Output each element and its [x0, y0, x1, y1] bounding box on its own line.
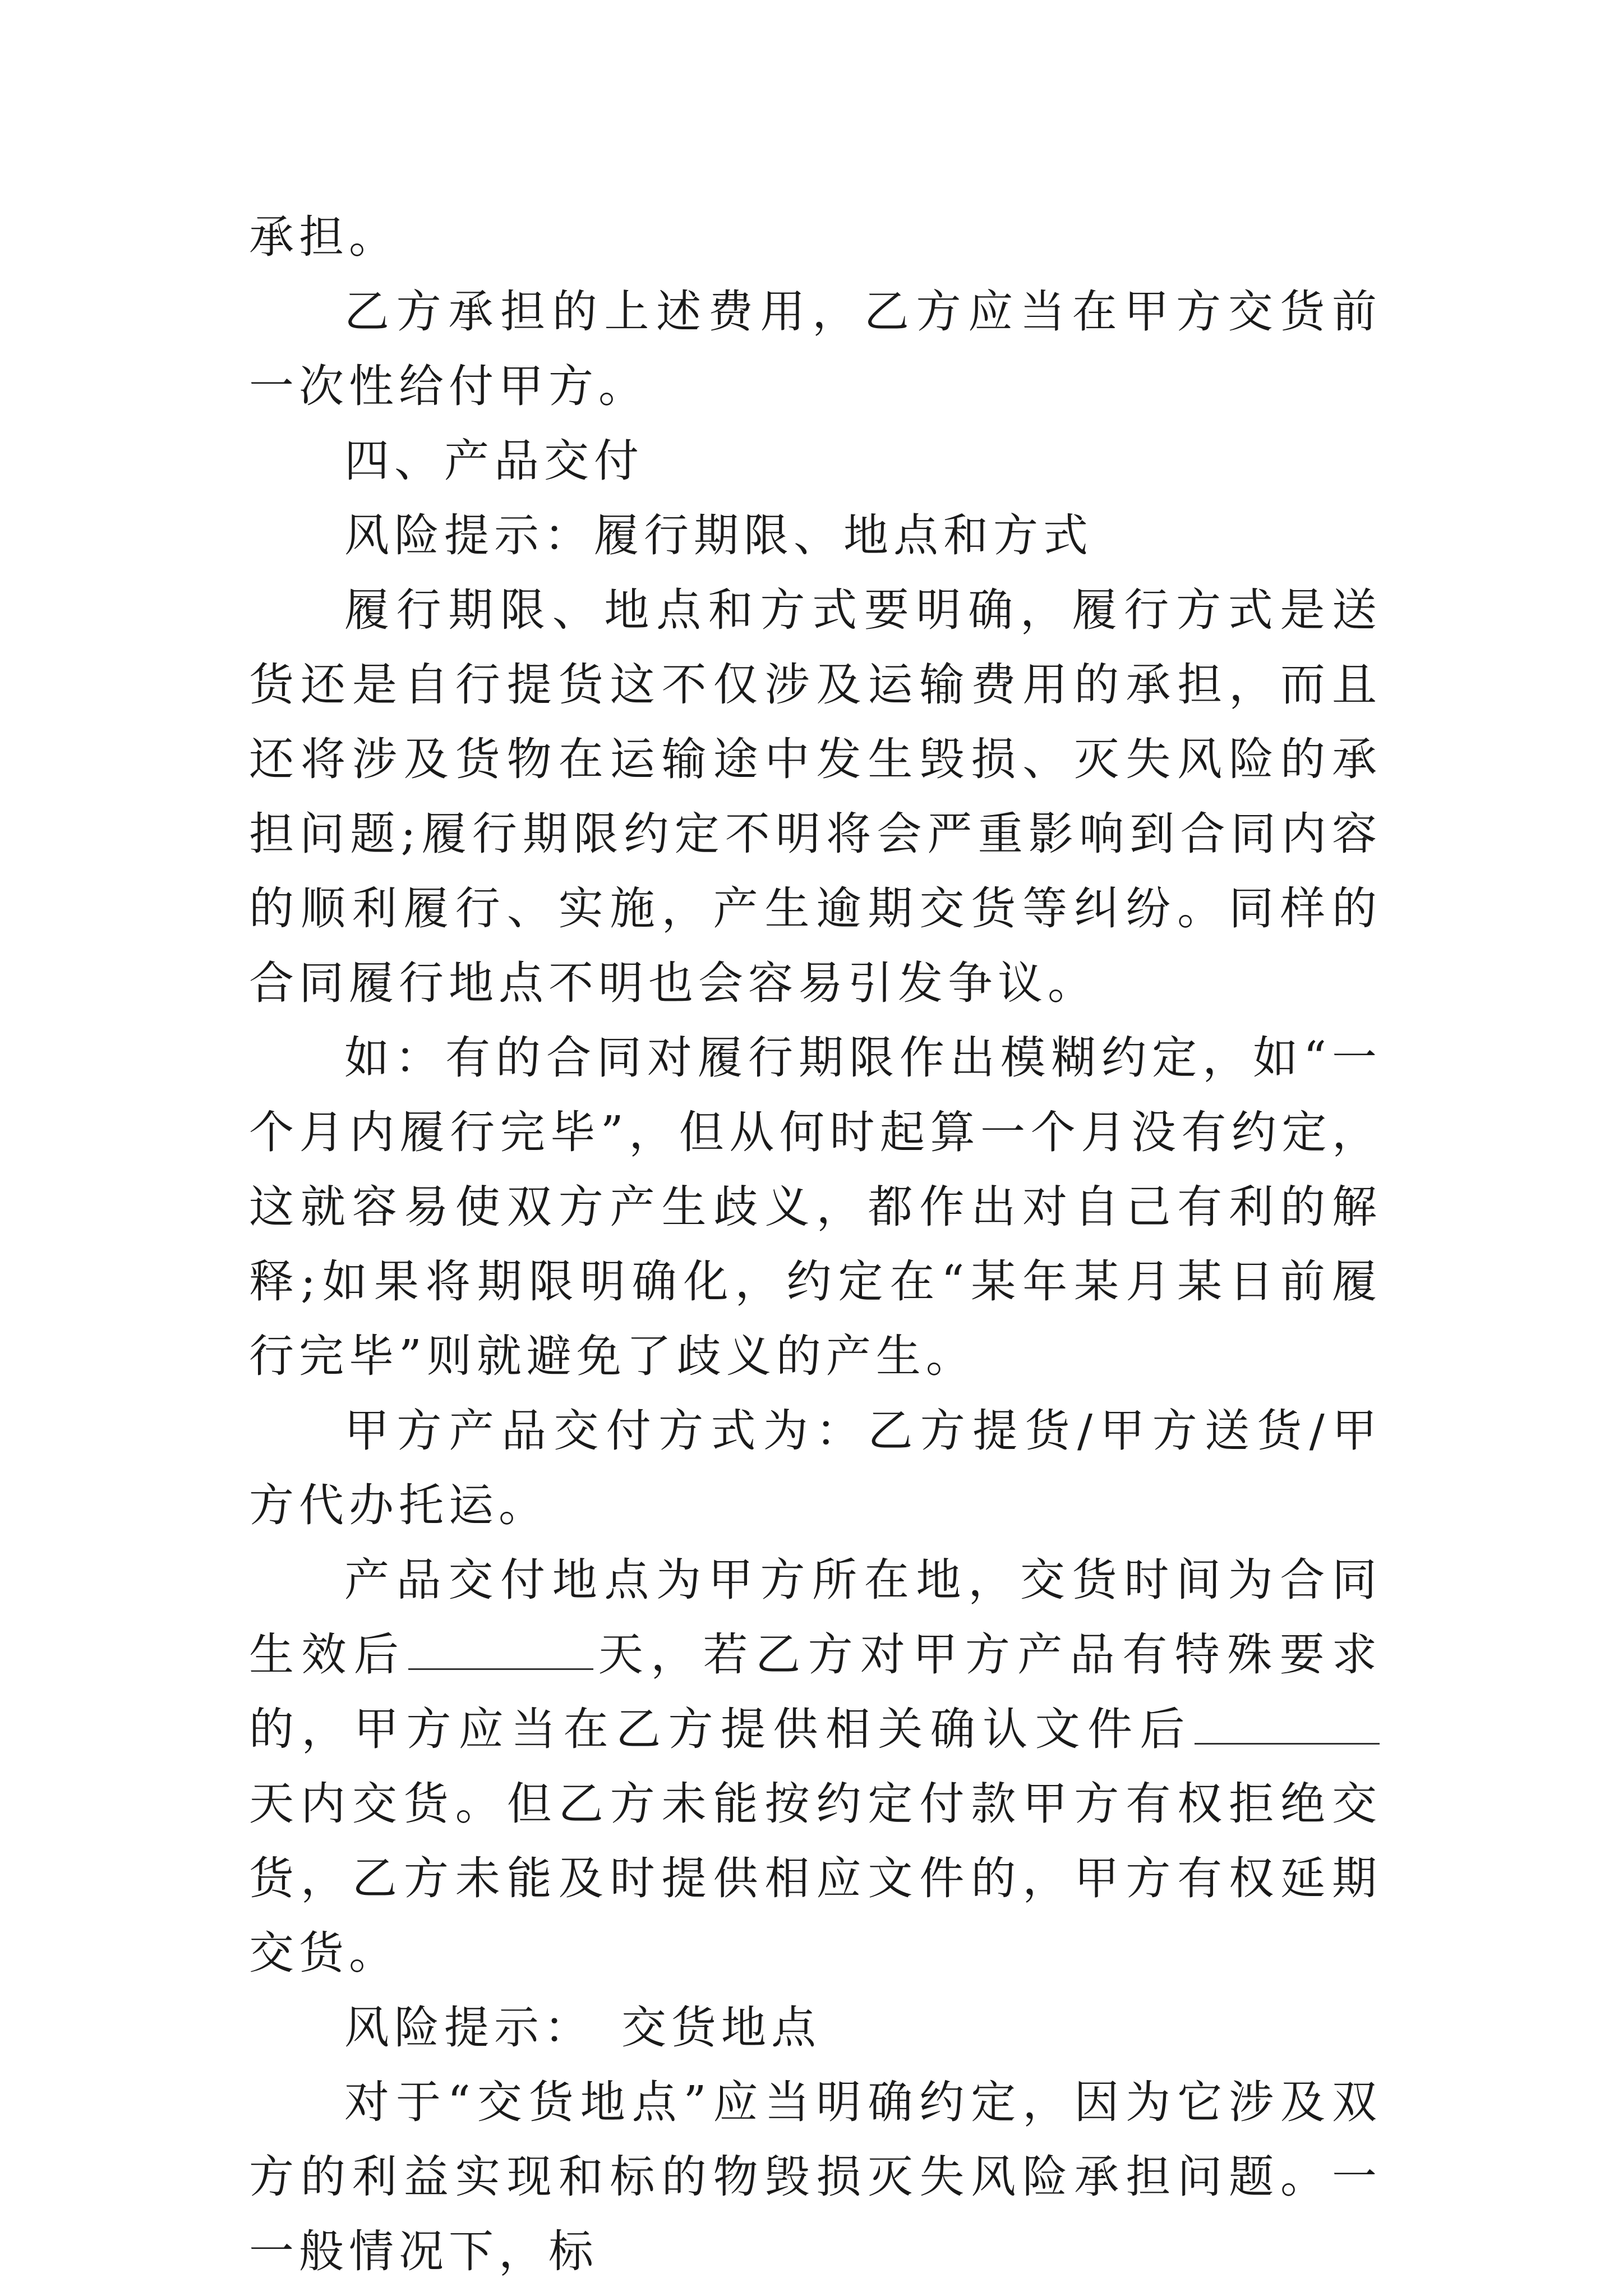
blank-days-field-2 — [1195, 1698, 1380, 1745]
paragraph-performance-terms: 履行期限、地点和方式要明确，履行方式是送货还是自行提货这不仅涉及运输费用的承担，而且还将涉及货物在运输途中发生毁损、灭失风险的承担问题;履行期限约定不明将会严重影响到合同内容的顺利履行、实施，产生逾期交货等纠纷。同样的合同履行地点不明也会容易引发争议。 — [249, 584, 1382, 1009]
document-body — [249, 200, 1382, 2289]
delivery-text-part-1: 产品交付地点为甲方所在地，交货时间为合同生效后 — [249, 1554, 1382, 1681]
paragraph-delivery-method: 甲方产品交付方式为：乙方提货/甲方送货/甲方代办托运。 — [249, 1405, 1382, 1531]
delivery-text-part-3: 天内交货。但乙方未能按约定付款甲方有权拒绝交货，乙方未能及时提供相应文件的，甲方有权延期交货。 — [249, 1778, 1382, 1979]
blank-days-field-1 — [408, 1623, 593, 1670]
section-heading-product-delivery: 四、产品交付 — [344, 435, 644, 487]
risk-note-heading-delivery-place: 风险提示： 交货地点 — [344, 2001, 821, 2054]
paragraph-continuation: 承担。 — [249, 211, 399, 263]
paragraph-example: 如：有的合同对履行期限作出模糊约定，如“一个月内履行完毕”，但从何时起算一个月没有约定，这就容易使双方产生歧义，都作出对自己有利的解释;如果将期限明确化，约定在“某年某月某日前履行完毕”则就避免了歧义的产生。 — [249, 1032, 1382, 1382]
delivery-text-part-2: 天，若乙方对甲方产品有特殊要求的，甲方应当在乙方提供相关确认文件后 — [249, 1628, 1382, 1755]
risk-note-heading-terms: 风险提示：履行期限、地点和方式 — [344, 509, 1093, 562]
paragraph-delivery-place: 对于“交货地点”应当明确约定，因为它涉及双方的利益实现和标的物毁损灭失风险承担问题。一一般情况下，标 — [249, 2076, 1382, 2277]
paragraph-fee-payment: 乙方承担的上述费用，乙方应当在甲方交货前一次性给付甲方。 — [249, 286, 1382, 412]
paragraph-delivery-place-time — [249, 1543, 1382, 1990]
